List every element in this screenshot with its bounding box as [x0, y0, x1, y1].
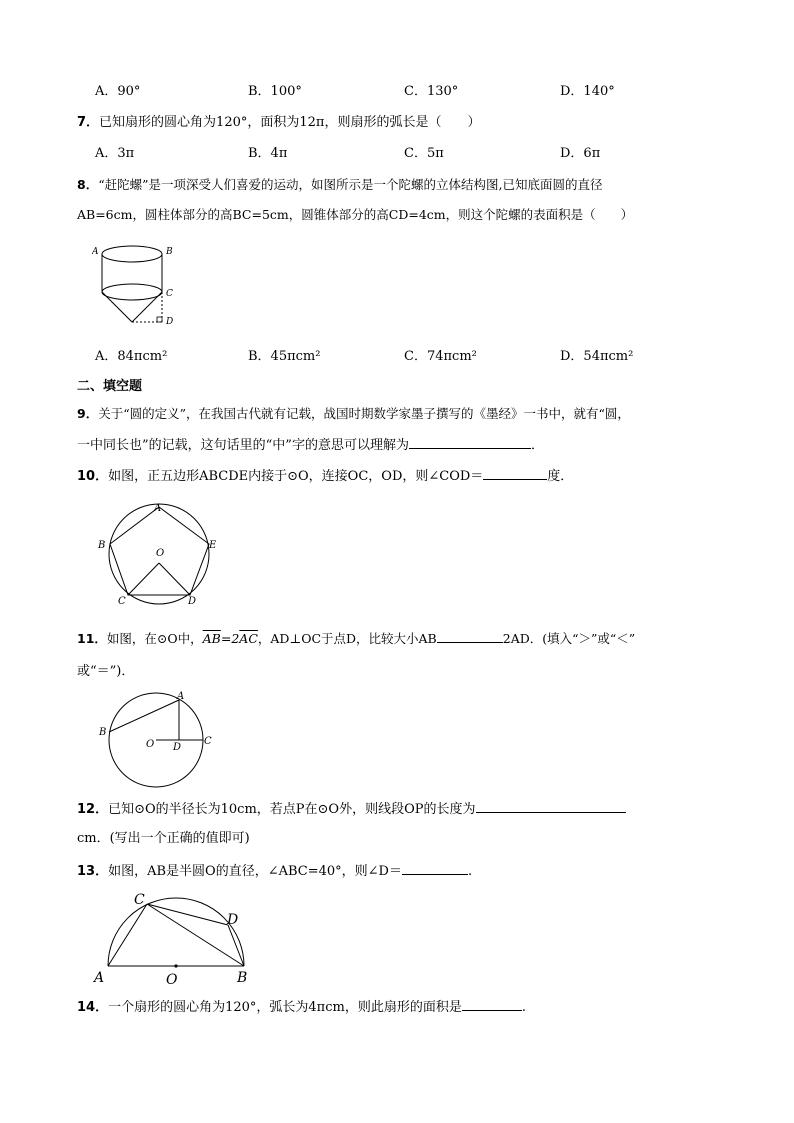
q7-option-a: A．3π [95, 146, 135, 161]
label-c: C [204, 736, 212, 747]
semicircle-figure [90, 890, 260, 988]
question-number: 13． [77, 864, 109, 879]
label-d: D [227, 912, 239, 928]
question-number: 8． [77, 177, 99, 192]
label-d: D [173, 742, 182, 753]
question-12-line2: cm．(写出一个正确的值即可) [77, 831, 250, 846]
q8-option-a: A．84πcm² [95, 349, 168, 364]
answer-blank[interactable] [476, 800, 626, 813]
label-c: C [118, 596, 126, 607]
label-b: B [98, 540, 106, 551]
question-tail: 2AD．(填入“＞”或“＜” [502, 631, 636, 646]
question-tail: . [521, 1000, 526, 1015]
circle-figure-11 [96, 690, 222, 790]
label-a: A [177, 691, 185, 702]
label-a: A [154, 503, 162, 514]
question-text: 已知⊙O的半径长为10cm，若点P在⊙O外，则线段OP的长度为 [108, 802, 476, 817]
q6-option-b: B．100° [248, 84, 302, 99]
question-text-line1: 关于“圆的定义”，在我国古代就有记载，战国时期数学家墨子撰写的《墨经》一书中，就有“圆， [98, 406, 630, 421]
q6-option-c: C．130° [404, 84, 459, 99]
question-text-post: ，AD⊥OC于点D，比较大小AB [257, 631, 437, 646]
q7-option-d: D．6π [560, 146, 601, 161]
spinning-top-figure [92, 240, 192, 332]
question-tail: ． [530, 438, 544, 453]
question-11-line2: 或“＝”)． [77, 664, 135, 679]
question-text: 一个扇形的圆心角为120°，弧长为4πcm，则此扇形的面积是 [108, 1000, 462, 1015]
label-c: C [166, 289, 173, 299]
question-tail: 度． [547, 469, 574, 484]
answer-blank[interactable] [483, 467, 547, 480]
answer-blank[interactable] [409, 436, 531, 449]
question-text: 已知扇形的圆心角为120°，面积为12π，则扇形的弧长是（ ） [99, 115, 481, 130]
question-number: 14． [77, 1000, 109, 1015]
q8-option-c: C．74πcm² [404, 349, 477, 364]
question-number: 7． [77, 115, 100, 130]
question-text-line2: 一中同长也”的记载，这句话里的“中”字的意思可以理解为 [77, 438, 409, 453]
question-7 [77, 114, 480, 132]
label-b: B [237, 970, 248, 986]
question-tail: . [467, 864, 473, 879]
arc-ab: $\overline{AB}$ [202, 631, 221, 646]
answer-blank[interactable] [462, 998, 522, 1011]
question-13 [77, 862, 472, 881]
q7-option-c: C．5π [404, 146, 444, 161]
q6-option-a: A．90° [95, 84, 141, 99]
section-title: 二、填空题 [77, 379, 143, 394]
question-number: 9． [77, 406, 99, 421]
question-11 [77, 630, 635, 648]
label-o: O [146, 739, 155, 750]
equals-sign: =2 [220, 631, 240, 646]
question-8-line2: AB=6cm，圆柱体部分的高BC=5cm，圆锥体部分的高CD=4cm，则这个陀螺的表面积是（ ） [77, 207, 634, 222]
q8-option-d: D．54πcm² [560, 349, 634, 364]
answer-blank[interactable] [437, 630, 503, 643]
label-d: D [188, 596, 197, 607]
label-o: O [166, 972, 178, 988]
question-9-line2 [77, 436, 544, 455]
q7-option-b: B．4π [248, 146, 288, 161]
question-10 [77, 467, 573, 486]
label-d: D [166, 317, 174, 327]
answer-blank[interactable] [402, 862, 468, 875]
question-9 [77, 405, 630, 423]
question-number: 10． [77, 469, 109, 484]
question-number: 11． [77, 631, 107, 646]
arc-ac: $\overline{AC}$ [239, 631, 258, 646]
question-text: 如图，正五边形ABCDE内接于⊙O，连接OC，OD，则∠COD＝ [108, 469, 484, 484]
label-a: A [92, 247, 99, 257]
label-e: E [209, 540, 217, 551]
label-b: B [166, 247, 173, 257]
question-8 [77, 176, 602, 194]
label-b: B [99, 727, 107, 738]
q6-option-d: D．140° [560, 84, 615, 99]
label-a: A [94, 970, 105, 986]
question-text-pre: 如图，在⊙O中， [106, 631, 203, 646]
question-text-line1: “赶陀螺”是一项深受人们喜爱的运动，如图所示是一个陀螺的立体结构图,已知底面圆的直径 [98, 177, 603, 192]
label-c: C [134, 892, 145, 908]
question-text: 如图，AB是半圆O的直径，∠ABC=40°，则∠D＝ [108, 864, 402, 879]
q8-option-b: B．45πcm² [248, 349, 321, 364]
question-14 [77, 998, 526, 1017]
label-o: O [156, 548, 165, 559]
pentagon-figure [96, 498, 222, 610]
question-number: 12． [77, 802, 109, 817]
question-12 [77, 800, 626, 819]
